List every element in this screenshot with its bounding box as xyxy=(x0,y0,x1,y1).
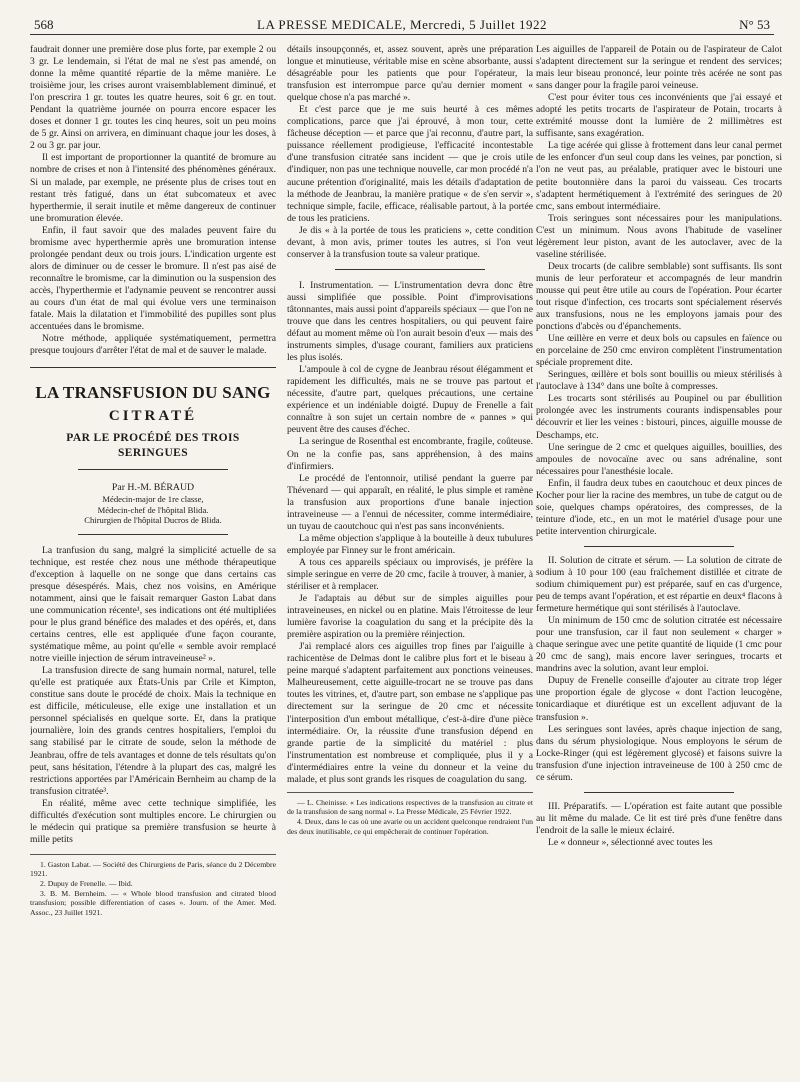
paragraph: Je dis « à la portée de tous les praticiens », cette condition devant, à mon avis, primer toutes les autres, si l'on veut conserver à la transfusion toute sa valeur pratique. xyxy=(287,224,533,260)
footnotes xyxy=(30,854,276,918)
paragraph: faudrait donner une première dose plus forte, par exemple 2 ou 3 gr. Le lendemain, si l'état de mal ne s'est pas amendé, on donne la même quantité répartie de la même manière. Le troisième jour, les crises auront vraisemblablement diminué, et l'on prescrira 1 gr. toutes les quatre heures, soit 6 gr. en tout. Pendant la quatrième journée on pourra encore espacer les doses et donner 1 gr. toutes les cinq heures, soit un peu moins de 5 gr. Ainsi on arrivera, en diminuant chaque jour les doses, à 2 ou 3 gr. par jour. xyxy=(30,44,276,152)
journal-title: LA PRESSE MEDICALE, Mercredi, 5 Juillet 1922 xyxy=(257,17,547,32)
paragraph: La seringue de Rosenthal est encombrante, fragile, coûteuse. On ne la confie pas, sans appréhension, à des mains d'infirmiers. xyxy=(287,436,533,472)
footnote: 1. Gaston Labat. — Société des Chirurgiens de Paris, séance du 2 Décembre 1921. xyxy=(30,859,276,879)
column-2 xyxy=(287,44,533,1074)
divider xyxy=(584,546,734,547)
footnote: 3. B. M. Bernheim. — « Whole blood transfusion and citrated blood transfusion; possible differentiation of cases ». Journ. of the Amer. Med. Assoc., 23 Juillet 1921. xyxy=(30,888,276,917)
paragraph: Une œillère en verre et deux bols ou capsules en faïence ou en porcelaine de 250 cmc environ complètent l'instrumentation spéciale proprement dite. xyxy=(536,333,782,369)
paragraph: Un minimum de 150 cmc de solution citratée est nécessaire pour une transfusion, car il faut non seulement « charger » chaque seringue avec une petite quantité de liquide (1 cmc pour 20 cmc de sang), mais encore laver seringues, trocarts et mandrins avec la solution, avant leur emploi. xyxy=(536,615,782,675)
paragraph: Les aiguilles de l'appareil de Potain ou de l'aspirateur de Calot s'adaptent directement sur la seringue et rendent des services; mais leur biseau prononcé, leur pointe très acérée ne sont pas sans danger pour la fragile paroi veineuse. xyxy=(536,44,782,92)
section-paragraph xyxy=(287,280,533,364)
paragraph: En réalité, même avec cette technique simplifiée, les difficultés d'exécution sont multiples encore. Le chirurgien ou le médecin qui pratique sa première transfusion se heurte à mille petits xyxy=(30,797,276,845)
author-affiliation: Médecin-chef de l'hôpital Blida. xyxy=(97,504,209,515)
paragraph: Les trocarts sont stérilisés au Poupinel ou par ébullition prolongée avec les instruments courants indispensables pour découvrir et lier les veines : bistouri, pinces, aiguille mousse de Deschamps, etc. xyxy=(536,393,782,441)
paragraph: Enfin, il faudra deux tubes en caoutchouc et deux pinces de Kocher pour lier la racine des membres, un tube de catgut ou de soie, quelques champs opératoires, des compresses, de la teinture d'iode, etc., en un mot le matériel d'usage pour une petite intervention chirurgicale. xyxy=(536,477,782,537)
section-text: — L'instrumentation devra donc être aussi simplifiée que possible. Point d'improvisations tâtonnantes, mais aussi point d'appareils spéciaux — que l'on ne trouve que dans les centres hospitaliers, ou qui peuvent faire défaut au moment même où l'on aurait besoin d'eux — mais des instruments simples, d'usage courant, familiers aux praticiens les plus isolés. xyxy=(287,279,533,364)
divider xyxy=(335,269,485,270)
paragraph: Seringues, œillère et bols sont bouillis ou mieux stérilisés à l'autoclave à 134° dans une boîte à compresses. xyxy=(536,369,782,393)
section-heading: I. Instrumentation. xyxy=(299,279,374,291)
paragraph: détails insoupçonnés, et, assez souvent, après une préparation longue et minutieuse, véritable mise en scène absorbante, aussi désagréable pour les patients que pour l'opérateur, la transfusion est interrompue parce qu'au dernier moment « quelque chose n'a pas marché ». xyxy=(287,44,533,104)
divider xyxy=(78,469,228,470)
footnote: 2. Dupuy de Frenelle. — Ibid. xyxy=(40,879,133,889)
paragraph: Le procédé de l'entonnoir, utilisé pendant la guerre par Thévenard — qui apparaît, en réalité, le plus simple et ramène la transfusion aux proportions d'une banale injection intraveineuse — a l'ennui de nécessiter, comme intermédiaire, un tuyau de caoutchouc qui n'est pas sans inconvénients. xyxy=(287,472,533,532)
paragraph: J'ai remplacé alors ces aiguilles trop fines par l'aiguille à rachicentèse de Delmas dont le calibre plus fort et le biseau à peine marqué s'adaptent parfaitement aux ponctions veineuses. Malheureusement, cette aiguille-trocart ne se trouve pas dans toutes les vitrines, et, d'autre part, son embase ne s'applique pas directement sur la seringue de 20 cmc et nécessite l'interposition d'un embout métallique, c'est-à-dire d'une pièce intermédiaire. Or, la réussite d'une transfusion dépend en grande partie de la simplicité du matériel : plus l'instrumentation est nombreuse et compliquée, plus il y a d'intermédiaires entre la veine du donneur et la veine du malade, et plus sont grands les risques de coagulation du sang. xyxy=(287,641,533,785)
paragraph: La même objection s'applique à la bouteille à deux tubulures employée par Finney sur le front américain. xyxy=(287,532,533,556)
paragraph: Et c'est parce que je me suis heurté à ces mêmes complications, parce que j'ai éprouvé, à mon tour, cette fâcheuse déception — et parce que j'ai reconnu, d'autre part, la puissance réellement prodigieuse, l'efficacité incontestable d'une transfusion citratée sans incident — que je crois utile d'indiquer, non pas une technique nouvelle, car mon procédé n'a aucune prétention d'originalité, mais les détails d'adaptation de la méthode de Jeanbrau, la manière pratique « de s'en servir », technique simple, facile, efficace, réalisable partout, à la portée de tous les praticiens. xyxy=(287,104,533,224)
section-heading: II. Solution de citrate et sérum. xyxy=(548,554,671,566)
paragraph: C'est pour éviter tous ces inconvénients que j'ai essayé et adopté les petits trocarts de l'aspirateur de Potain, trocarts à extrémité mousse dont la lumière de 2 millimètres est suffisante, sans exagération. xyxy=(536,92,782,140)
footnotes xyxy=(287,792,533,836)
paragraph: Une seringue de 2 cmc et quelques aiguilles, bouillies, des ampoules de novocaïne avec ou sans adrénaline, sont nécessaires pour l'anesthésie locale. xyxy=(536,441,782,477)
author-affiliation: Médecin-major de 1re classe, xyxy=(102,494,204,505)
paragraph: La tranfusion du sang, malgré la simplicité actuelle de sa technique, est restée chez nous une méthode thérapeutique d'exception à laquelle on ne songe que dans certains cas presque désespérés. Mais, chez nos voisins, en Amérique notamment, ainsi que le faisait remarquer Gaston Labat dans une communication récente¹, ses indications ont été multipliées pour le plus grand bénéfice des malades et des opérés, et, dans certains centres, elle est appliquée d'une façon courante, systématique même, au point qu'elle « semble avoir remplacé notre vieille injection de sérum intraveineuse² ». xyxy=(30,544,276,665)
section-paragraph xyxy=(536,801,782,837)
footnote: 4. Deux, dans le cas où une avarie ou un accident quelconque rendraient l'un des deux inutilisable, ce qui empêcherait de continuer l'opération. xyxy=(287,817,533,836)
paragraph: Deux trocarts (de calibre semblable) sont suffisants. Ils sont munis de leur perforateur et accompagnés de leur mandrin mousse qui peut être utile au cours de l'opération. Pour écarter tout risque d'infection, ces trocarts sont spécialement réservés aux transfusions, nous ne les employons jamais pour des ponctions d'abcès ou d'épanchements. xyxy=(536,260,782,333)
author-byline: Par H.-M. BÉRAUD xyxy=(111,482,195,494)
article-title-line-2: CITRATÉ xyxy=(108,408,198,425)
column-3 xyxy=(536,44,782,1074)
divider xyxy=(584,792,734,793)
paragraph: Je l'adaptais au début sur de simples aiguilles pour intraveineuses, en nickel ou en platine. Mais l'étroitesse de leur lumière favorise la coagulation du sang et la précipite dès la première aspiration ou la première réinjection. xyxy=(287,593,533,641)
author-affiliation: Chirurgien de l'hôpital Ducros de Blida. xyxy=(84,515,222,526)
paragraph: Enfin, il faut savoir que des malades peuvent faire du bromisme avec hyperthermie après une bromuration intense prolongée pendant deux ou trois jours. L'indication urgente est alors de diminuer ou de cesser le bromure. Il n'est pas aisé de reconnaître le bromisme, car la diminution ou la suspension des accès, l'hyperthermie et l'adynamie peuvent se rencontrer aussi au cours d'un état de mal qui évolue vers une terminaison fatale. Mais la dilatation et l'immobilité des pupilles sont plus accentuées dans le bromisme. xyxy=(30,224,276,333)
article-subtitle: PAR LE PROCÉDÉ DES TROIS SERINGUES xyxy=(66,432,240,460)
divider xyxy=(78,534,228,535)
section-paragraph xyxy=(536,555,782,615)
article-title: LA TRANSFUSION DU SANG xyxy=(35,383,271,403)
section-text: — L'opération est faite autant que possible au lit même du malade. Ce lit est tiré près d'une fenêtre dans l'endroit de la salle le mieux éclairé. xyxy=(536,800,782,836)
column-1 xyxy=(30,44,276,1074)
paragraph: Il est important de proportionner la quantité de bromure au nombre de crises et non à l'intensité des phénomènes généraux. Si un malade, par exemple, ne présente plus de crises tout en restant très fatigué, dans un état subcomateux et avec hyperthermie, il serait inutile et même dangereux de continuer une bromuration élevée. xyxy=(30,152,276,224)
paragraph: Les seringues sont lavées, après chaque injection de sang, dans du sérum physiologique. Nous employons le sérum de Locke-Ringer (qui est légèrement glycosé) et faisons suivre la transfusion d'une injection intraveineuse de 100 à 250 cmc de ce sérum. xyxy=(536,723,782,783)
paragraph: Notre méthode, appliquée systématiquement, permettra presque toujours d'arrêter l'état de mal et de sauver le malade. xyxy=(30,333,276,357)
issue-number: N° 53 xyxy=(739,17,770,32)
page-number: 568 xyxy=(34,17,54,32)
paragraph: La tige acérée qui glisse à frottement dans leur canal permet de les enfoncer d'un seul coup dans les veines, par ponction, si l'on ne veut pas, au préalable, pratiquer avec le bistouri une petite boutonnière dans la paroi du vaisseau. Ces trocarts s'adaptent hermétiquement à l'extrémité des seringues de 20 cmc, sans embout intermédiaire. xyxy=(536,140,782,212)
paragraph: L'ampoule à col de cygne de Jeanbrau résout élégamment et rapidement les difficultés, mais ne se trouve pas partout et nécessite, d'autre part, quelques précautions, une certaine expérience et un indéniable doigté. Dupuy de Frenelle a fait connaître à son sujet un certain nombre de « pannes » qui peuvent être des causes d'échec. xyxy=(287,364,533,436)
paragraph: Dupuy de Frenelle conseille d'ajouter au citrate trop léger une proportion égale de glycose « dont l'action leucogène, tonicardiaque et diurétique est un excellent adjuvant de la transfusion ». xyxy=(536,675,782,723)
section-heading: III. Préparatifs. xyxy=(548,800,608,812)
section-text: — La solution de citrate de sodium à 10 pour 100 (eau fraîchement distillée et citrate de sodium chimiquement pur) est préparée, sauf en cas d'urgence, peu de temps avant l'opération, et est répartie en deux⁴ flacons à fermeture hermétique qui sont stérilisés à l'autoclave. xyxy=(536,554,782,615)
paragraph: Trois seringues sont nécessaires pour les manipulations. C'est un minimum. Nous avons l'habitude de vaseliner légèrement leur piston, avant de les autoclaver, avec de la vaseline stérilisée. xyxy=(536,212,782,260)
divider xyxy=(30,367,276,368)
paragraph: La transfusion directe de sang humain normal, naturel, telle qu'elle est pratiquée aux États-Unis par Crile et Kimpton, constitue sans doute le procédé de choix. Mais la technique en est difficile, méticuleuse, elle exige une installation et un personnel spécialisés en quelque sorte. Et, dans la pratique journalière, loin des grands centres hospitaliers, l'emploi du sang stabilisé par le citrate de soude, selon la méthode de Jeanbrau, offre de tels avantages et donne de tels résultats qu'on peut, sans hésitation, l'étendre à la plupart des cas, malgré les restrictions apportées par l'Américain Bernheim au champ de la transfusion citratée³. xyxy=(30,665,276,797)
paragraph: Le « donneur », sélectionné avec toutes les xyxy=(548,836,713,848)
page-header xyxy=(30,14,774,35)
footnote: — L. Cheinisse. « Les indications respectives de la transfusion au citrate et de la transfusion de sang normal ». La Presse Médicale, 25 Février 1922. xyxy=(287,797,533,817)
paragraph: A tous ces appareils spéciaux ou improvisés, je préfère la simple seringue en verre de 20 cmc, facile à trouver, à manier, à stériliser et à remplacer. xyxy=(287,556,533,593)
